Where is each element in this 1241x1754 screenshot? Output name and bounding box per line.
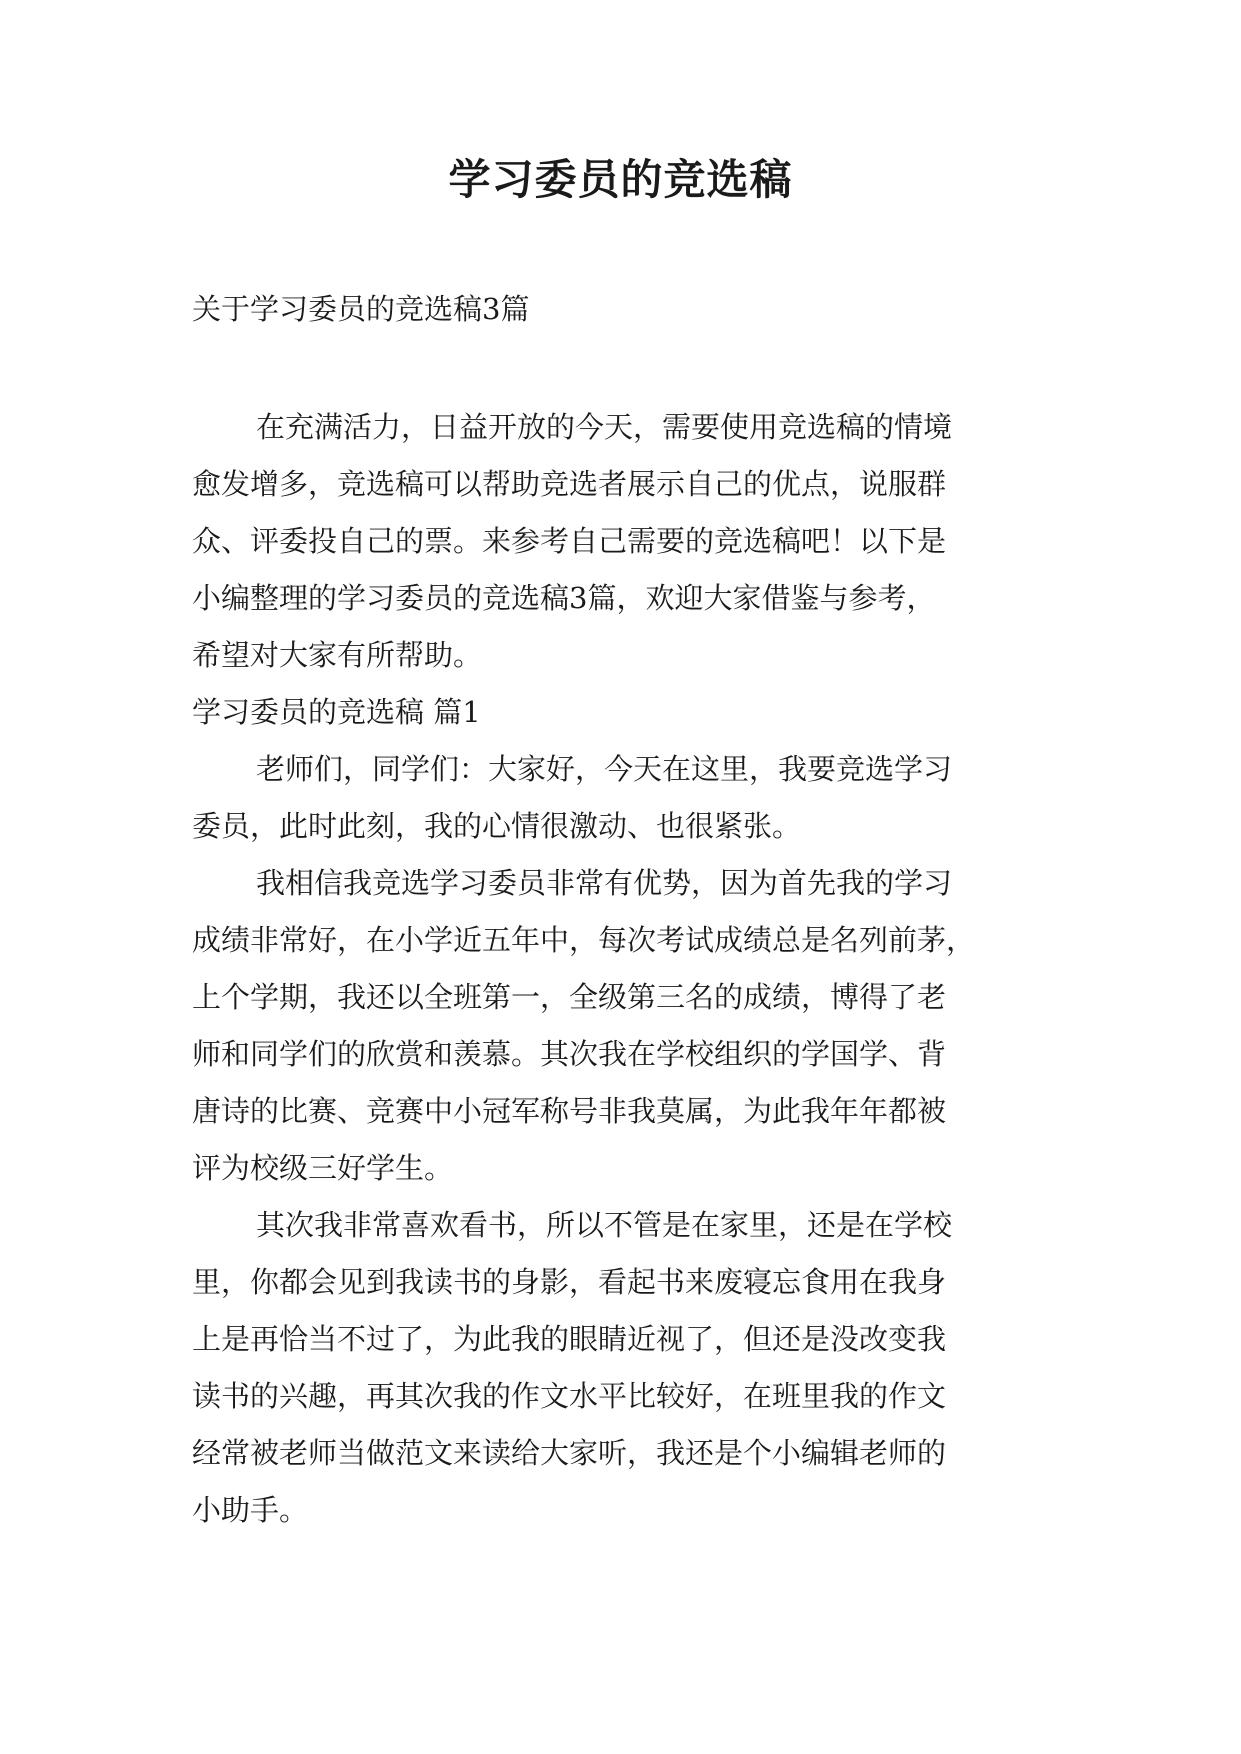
body-paragraph-2 — [192, 855, 1062, 1197]
body-paragraph-1 — [192, 741, 1062, 855]
text-line: 唐诗的比赛、竞赛中小冠军称号非我莫属，为此我年年都被 — [192, 1094, 947, 1128]
document-subtitle: 关于学习委员的竞选稿3篇 — [192, 292, 530, 326]
text-line: 评为校级三好学生。 — [192, 1151, 454, 1185]
intro-paragraph — [192, 399, 1062, 684]
text-line: 里，你都会见到我读书的身影，看起书来废寝忘食用在我身 — [192, 1265, 947, 1299]
text-line: 我相信我竞选学习委员非常有优势，因为首先我的学习 — [256, 866, 953, 900]
text-line: 师和同学们的欣赏和羡慕。其次我在学校组织的学国学、背 — [192, 1037, 947, 1071]
text-line: 小编整理的学习委员的竞选稿3篇，欢迎大家借鉴与参考， — [192, 581, 936, 615]
text-line: 成绩非常好，在小学近五年中，每次考试成绩总是名列前茅， — [192, 923, 976, 957]
text-line: 其次我非常喜欢看书，所以不管是在家里，还是在学校 — [256, 1208, 953, 1242]
body-paragraph-3 — [192, 1197, 1062, 1539]
text-line: 众、评委投自己的票。来参考自己需要的竞选稿吧！以下是 — [192, 524, 947, 558]
document-title: 学习委员的竞选稿 — [448, 155, 793, 204]
section-heading: 学习委员的竞选稿 篇1 — [192, 695, 481, 729]
text-line: 读书的兴趣，再其次我的作文水平比较好，在班里我的作文 — [192, 1379, 947, 1413]
text-line: 上是再恰当不过了，为此我的眼睛近视了，但还是没改变我 — [192, 1322, 947, 1356]
text-line: 经常被老师当做范文来读给大家听，我还是个小编辑老师的 — [192, 1436, 947, 1470]
text-line: 老师们，同学们：大家好，今天在这里，我要竞选学习 — [256, 752, 953, 786]
text-line: 上个学期，我还以全班第一，全级第三名的成绩，博得了老 — [192, 980, 947, 1014]
text-line: 希望对大家有所帮助。 — [192, 638, 483, 672]
text-line: 愈发增多，竞选稿可以帮助竞选者展示自己的优点，说服群 — [192, 467, 947, 501]
text-line: 小助手。 — [192, 1493, 309, 1527]
text-line: 在充满活力，日益开放的今天，需要使用竞选稿的情境 — [256, 410, 953, 444]
text-line: 委员，此时此刻，我的心情很激动、也很紧张。 — [192, 809, 802, 843]
document-body — [192, 399, 1062, 1539]
